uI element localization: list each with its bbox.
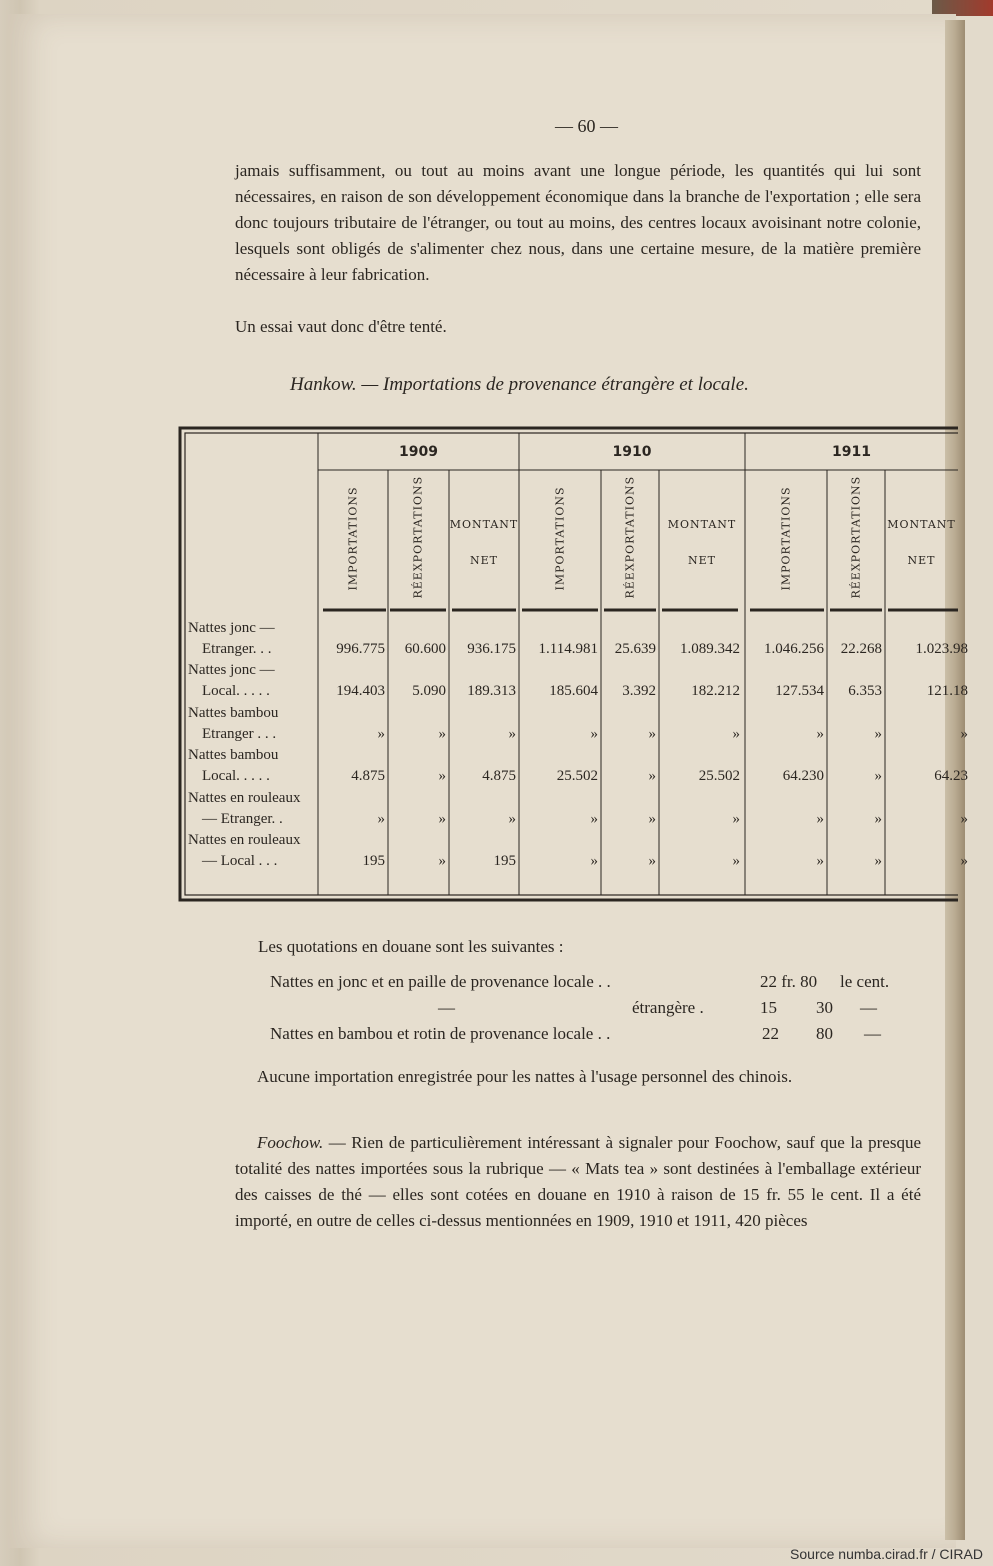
table-cell: » [732, 853, 740, 869]
table-cell: » [590, 853, 598, 869]
quotation-2-dash: — [438, 998, 455, 1017]
quotation-3-unit: — [864, 1024, 881, 1043]
table-cell: » [508, 726, 516, 742]
table-cell: 64.230 [782, 768, 824, 784]
row-label-line1: Nattes jonc — [188, 662, 275, 678]
row-label-line1: Nattes en rouleaux [188, 790, 301, 806]
table-cell: 127.534 [775, 683, 824, 699]
row-label-line1: Nattes en rouleaux [188, 832, 301, 848]
table-cell: 5.090 [412, 683, 446, 699]
row-label-line2: — Local . . . [202, 853, 278, 869]
table-cell: » [648, 768, 656, 784]
table-cell: 22.268 [840, 641, 882, 657]
quotation-3-fr: 22 [762, 1024, 779, 1043]
table-cell: » [438, 811, 446, 827]
table-cell: » [648, 811, 656, 827]
row-label-line1: Nattes jonc — [188, 620, 275, 636]
table-cell: 1.023.98 [915, 641, 968, 657]
header-reexportations-1909: RÉEXPORTATIONS [411, 475, 425, 599]
essai-line: Un essai vaut donc d'être tenté. [235, 317, 447, 336]
row-label-line2: Etranger. . . [202, 641, 272, 657]
header-reexportations-1911: RÉEXPORTATIONS [849, 475, 863, 599]
quotation-3-c: 80 [816, 1024, 833, 1043]
header-importations-1911: IMPORTATIONS [779, 486, 793, 591]
quotations-intro: Les quotations en douane sont les suivantes : [258, 937, 564, 956]
table-cell: » [377, 726, 385, 742]
table-cell: » [874, 811, 882, 827]
table-cell: » [508, 811, 516, 827]
table-cell: » [960, 726, 968, 742]
table-cell: 1.046.256 [764, 641, 824, 657]
row-label-line2: Local. . . . . [202, 683, 270, 699]
quotation-2-unit: — [860, 998, 877, 1017]
table-cell: 121.18 [926, 683, 968, 699]
table-cell: 996.775 [336, 641, 385, 657]
table-cell: » [816, 853, 824, 869]
quotation-2-c: 30 [816, 998, 833, 1017]
foochow-title: Foochow. [257, 1133, 324, 1152]
foochow-text: — Rien de particulièrement intéressant à signaler pour Foochow, sauf que la presque totalité des nattes importées sous la rubrique — « Mats tea » sont destinées à l'emballage extérieur des caisses de thé — elles sont cotées en douane en 1910 à raison de 15 fr. 55 le cent. Il a été importé, en outre de celles ci-dessus mentionnées en 1909, 1910 et 1911, 420 pièces [235, 1133, 921, 1230]
source-credit: Source numba.cirad.fr / CIRAD [790, 1546, 983, 1562]
header-reexportations-1910: RÉEXPORTATIONS [623, 475, 637, 599]
header-net-1910: NET [688, 554, 716, 567]
table-cell: 189.313 [467, 683, 516, 699]
table-cell: 194.403 [336, 683, 385, 699]
foochow-paragraph [235, 1130, 921, 1234]
header-importations-1909: IMPORTATIONS [346, 486, 360, 591]
table-cell: » [960, 853, 968, 869]
table-cell: » [732, 726, 740, 742]
table-cell: 182.212 [691, 683, 740, 699]
row-label-line2: Local. . . . . [202, 768, 270, 784]
table-cell: » [590, 726, 598, 742]
page-number: — 60 — [555, 116, 618, 136]
quotation-1-label: Nattes en jonc et en paille de provenance locale . . [270, 972, 611, 991]
year-1911: 1911 [832, 444, 871, 460]
table-cell: 60.600 [404, 641, 446, 657]
table-cell: 195 [493, 853, 516, 869]
table-cell: 3.392 [622, 683, 656, 699]
table-cell: 4.875 [482, 768, 516, 784]
table-cell: » [590, 811, 598, 827]
header-montant-1910: MONTANT [667, 518, 737, 531]
table-cell: » [438, 768, 446, 784]
table-cell: » [438, 853, 446, 869]
table-cell: 25.502 [556, 768, 598, 784]
table-cell: 1.089.342 [680, 641, 740, 657]
table-cell: 185.604 [549, 683, 598, 699]
table-cell: 25.639 [614, 641, 656, 657]
table-cell: » [874, 726, 882, 742]
table-cell: 4.875 [351, 768, 385, 784]
table-cell: » [648, 853, 656, 869]
table-cell: » [874, 768, 882, 784]
table-cell: » [648, 726, 656, 742]
header-importations-1910: IMPORTATIONS [553, 486, 567, 591]
table-cell: 195 [362, 853, 385, 869]
table-cell: » [816, 811, 824, 827]
header-montant-1909: MONTANT [449, 518, 519, 531]
table-cell: » [816, 726, 824, 742]
table-cell: 25.502 [698, 768, 740, 784]
table-cell: » [377, 811, 385, 827]
quotation-3-label: Nattes en bambou et rotin de provenance locale . . [270, 1024, 611, 1043]
table-cell: » [874, 853, 882, 869]
row-label-line1: Nattes bambou [188, 705, 279, 721]
table-cell: 1.114.981 [538, 641, 598, 657]
intro-paragraph: jamais suffisamment, ou tout au moins avant une longue période, les quantités qui lui sont nécessaires, en raison de son développement économique dans la branche de l'exportation ; elle sera donc toujours tributaire de l'étranger, ou tout au moins, des centres locaux avoisinant notre colonie, lesquels sont obligés de s'alimenter chez nous, dans une certaine mesure, de la matière première nécessaire à leur fabrication. [235, 161, 921, 284]
quotation-1-unit: le cent. [840, 972, 890, 991]
importations-table [178, 426, 968, 904]
header-net-1911: NET [907, 554, 936, 567]
table-cell: » [732, 811, 740, 827]
header-net-1909: NET [470, 554, 498, 567]
row-label-line1: Nattes bambou [188, 747, 279, 763]
table-cell: » [438, 726, 446, 742]
row-label-line2: — Etranger. . [202, 811, 283, 827]
table-title: Hankow. — Importations de provenance étrangère et locale. [290, 374, 749, 395]
year-1909: 1909 [399, 444, 438, 460]
quotation-1-price: 22 fr. 80 [760, 972, 818, 991]
year-1910: 1910 [612, 444, 652, 460]
quotation-2-fr: 15 [760, 998, 777, 1017]
table-cell: 936.175 [467, 641, 516, 657]
quotation-2-label: étrangère . [632, 998, 704, 1017]
header-montant-1911: MONTANT [887, 518, 956, 531]
row-label-line2: Etranger . . . [202, 726, 277, 742]
table-cell: 64.23 [934, 768, 968, 784]
aucune-paragraph: Aucune importation enregistrée pour les nattes à l'usage personnel des chinois. [257, 1067, 793, 1086]
table-cell: 6.353 [848, 683, 882, 699]
table-cell: » [960, 811, 968, 827]
